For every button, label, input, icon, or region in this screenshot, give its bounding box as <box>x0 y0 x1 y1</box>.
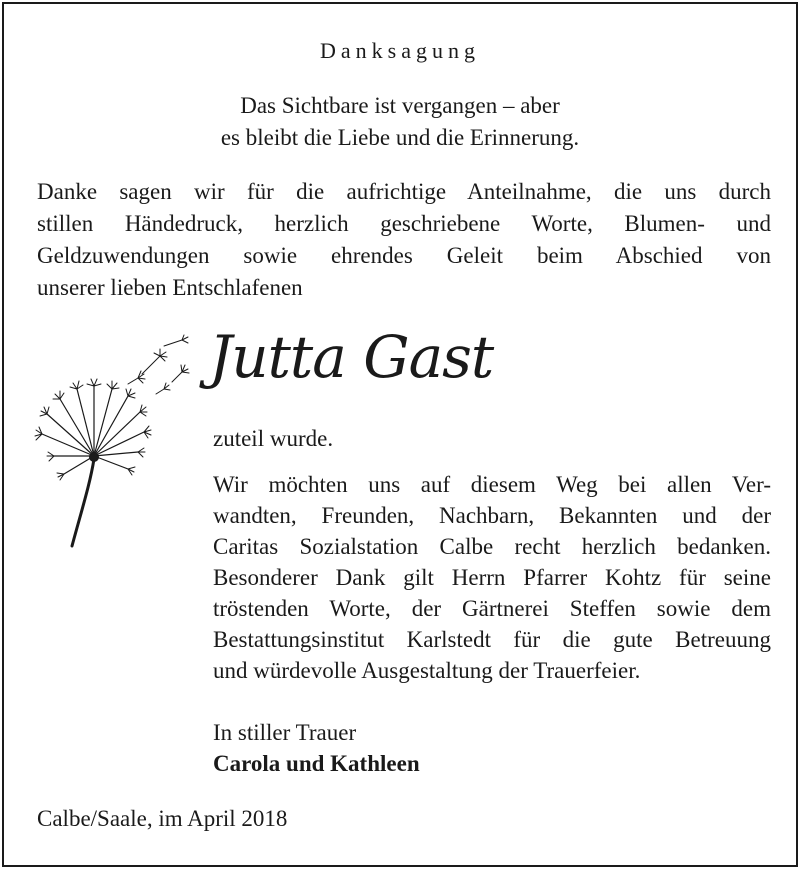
intro-paragraph <box>37 176 771 304</box>
obituary-notice <box>2 2 798 867</box>
thanks-line: Bestattungsinstitut Karlstedt für die gute Betreuung <box>213 627 771 652</box>
closing-block <box>213 717 420 779</box>
signers: Carola und Kathleen <box>213 751 420 776</box>
thanks-line: Caritas Sozialstation Calbe recht herzlich bedanken. <box>213 534 771 559</box>
intro-line: Geldzuwendungen sowie ehrendes Geleit beim Abschied von <box>37 243 771 268</box>
motto-line: Das Sichtbare ist vergangen – aber <box>240 93 560 118</box>
after-name-text: zuteil wurde. <box>213 426 334 451</box>
thanks-line: Besonderer Dank gilt Herrn Pfarrer Kohtz für seine <box>213 565 771 590</box>
intro-line: unserer lieben Entschlafenen <box>37 275 303 300</box>
deceased-name: Jutta Gast <box>209 323 494 391</box>
motto-line: es bleibt die Liebe und die Erinnerung. <box>220 125 580 150</box>
thanks-line: Wir möchten uns auf diesem Weg bei allen Ver- <box>213 472 771 497</box>
dandelion-icon <box>32 334 192 554</box>
notice-heading: Danksagung <box>320 38 480 63</box>
intro-line: Danke sagen wir für die aufrichtige Anteilnahme, die uns durch <box>37 179 771 204</box>
thanks-line: tröstenden Worte, der Gärtnerei Steffen sowie dem <box>213 596 771 621</box>
intro-line: stillen Händedruck, herzlich geschriebene Worte, Blumen- und <box>37 211 771 236</box>
thanks-paragraph <box>213 469 771 686</box>
place-date: Calbe/Saale, im April 2018 <box>37 806 288 831</box>
thanks-line: und würdevolle Ausgestaltung der Trauerfeier. <box>213 658 641 683</box>
closing-phrase: In stiller Trauer <box>213 720 357 745</box>
thanks-line: wandten, Freunden, Nachbarn, Bekannten und der <box>213 503 771 528</box>
motto <box>4 90 796 154</box>
